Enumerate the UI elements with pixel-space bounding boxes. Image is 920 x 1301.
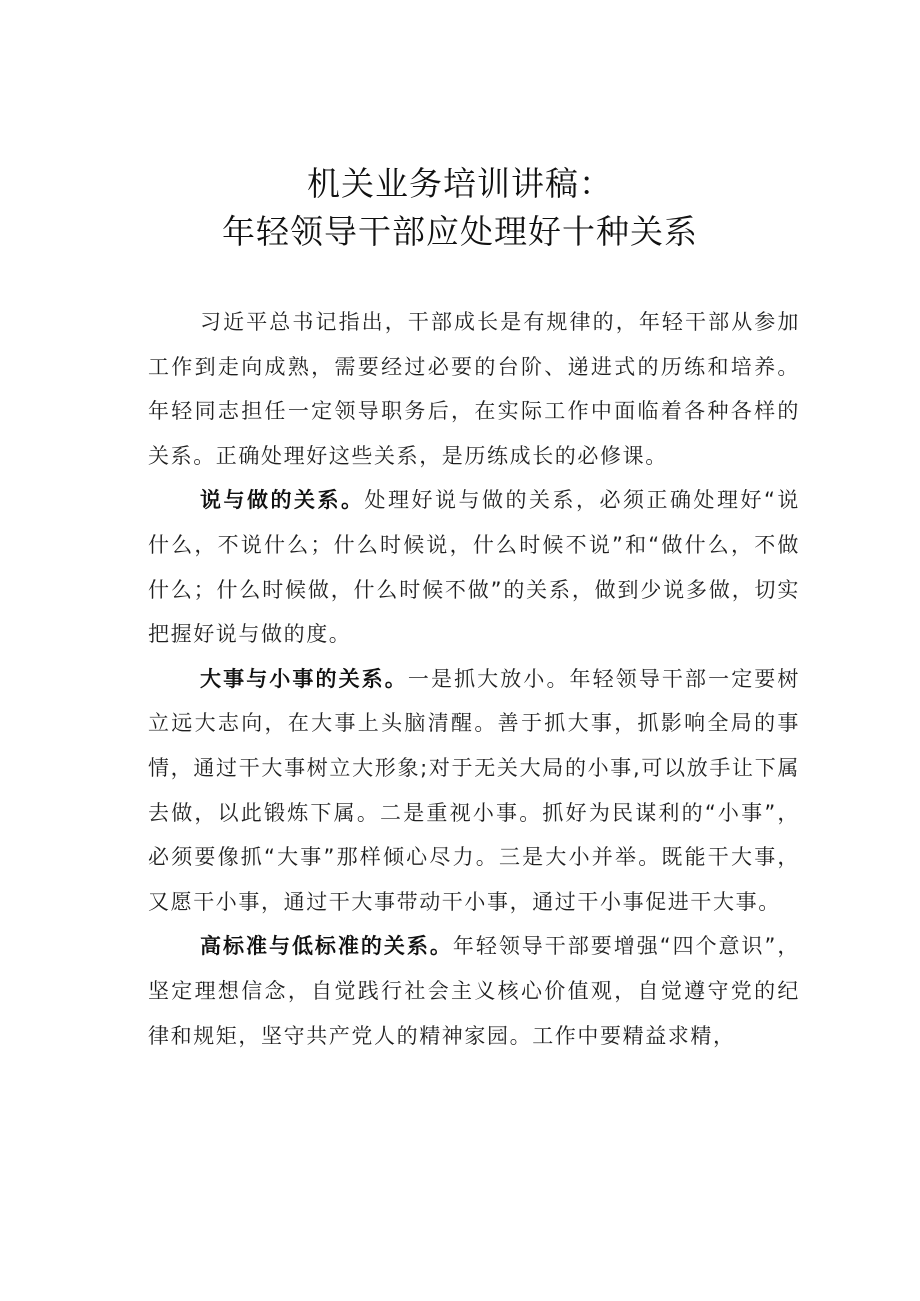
title-line-2: 年轻领导干部应处理好十种关系	[222, 212, 698, 251]
paragraph-heading: 高标准与低标准的关系。	[200, 934, 453, 959]
paragraph-text: 习近平总书记指出，干部成长是有规律的，年轻干部从参加工作到走向成熟，需要经过必要的台阶、递进式的历练和培养。年轻同志担任一定领导职务后，在实际工作中面临着各种各样的关系。正确处理好这些关系，是历练成长的必修课。	[148, 310, 800, 468]
document-title	[0, 160, 920, 256]
title-line-1: 机关业务培训讲稿：	[307, 164, 613, 203]
paragraph-text: 处理好说与做的关系，必须正确处理好“说什么，不说什么；什么时候说，什么时候不说”和“做什么，不做什么；什么时候做，什么时候不做”的关系，做到少说多做，切实把握好说与做的度。	[148, 488, 801, 647]
paragraph-text: 一是抓大放小。年轻领导干部一定要树立远大志向，在大事上头脑清醒。善于抓大事，抓影响全局的事情，通过干大事树立大形象;对于无关大局的小事,可以放手让下属去做，以此锻炼下属。二是重视小事。抓好为民谋利的“小事”，必须要像抓“大事”那样倾心尽力。三是大小并举。既能干大事，又愿干小事，通过干大事带动干小事，通过干小事促进干大事。	[148, 666, 801, 914]
paragraph-heading: 说与做的关系。	[200, 488, 365, 513]
document-body	[148, 300, 800, 1058]
paragraph-standards	[148, 924, 800, 1058]
paragraph-intro	[148, 300, 800, 478]
paragraph-heading: 大事与小事的关系。	[200, 666, 408, 691]
paragraph-big-and-small	[148, 657, 800, 925]
paragraph-say-and-do	[148, 478, 800, 656]
paragraph-text: 年轻领导干部要增强“四个意识”，坚定理想信念，自觉践行社会主义核心价值观，自觉遵守党的纪律和规矩，坚守共产党人的精神家园。工作中要精益求精，	[148, 934, 800, 1048]
